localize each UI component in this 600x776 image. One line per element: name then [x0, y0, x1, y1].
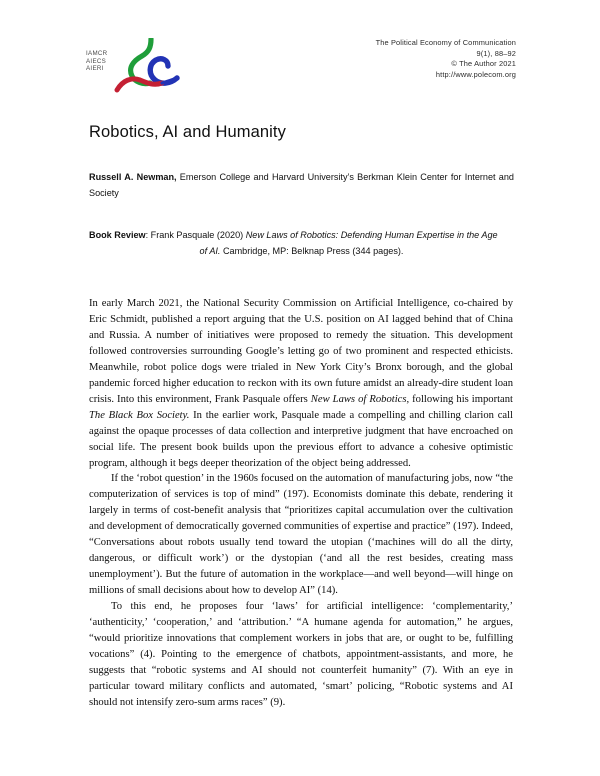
body-paragraph-1	[89, 296, 513, 471]
journal-issue: 9(1), 88–92	[476, 48, 516, 58]
book-title-new-laws: New Laws of Robotics,	[310, 393, 410, 405]
journal-copyright: © The Author 2021	[451, 59, 516, 69]
author-institution: Emerson College and Harvard University’s Berkman Klein Center for Internet and Society	[89, 172, 514, 198]
book-publisher-info: Cambridge, MP: Belknap Press (344 pages).	[220, 245, 404, 256]
journal-name: The Political Economy of Communication	[375, 38, 516, 47]
journal-info	[376, 38, 516, 80]
journal-logo	[84, 38, 199, 98]
book-review-author-year: : Frank Pasquale (2020)	[145, 230, 246, 240]
iamcr-swirl-icon	[114, 38, 180, 96]
body-paragraph-2: If the ‘robot question’ in the 1960s focused on the automation of manufacturing jobs, now “the computerization of services is top of mind” (197). Economists dominate this debate, rendering it largely in terms of cost-benefit analysis that “prioritizes capital accumulation over the cultivation and development of democratically governed communities of expertise and practice” (197). Indeed, “Conversations about robots usually tend toward the utopian (‘machines will do all the dirty, dangerous, or difficult work’) or the dystopian (‘and all the rest besides, creating mass unemployment’). But the future of automation in the workplace—and well beyond—will hinge on millions of small decisions about how to develop AI” (14).	[89, 473, 513, 597]
paragraph-1-segment-a: In early March 2021, the National Security Commission on Artificial Intelligence, co-chaired by Eric Schmidt, published a report arguing that the U.S. position on AI lagged behind that of China and Russia. A number of initiatives were proposed to remedy the situation. This development followed controversies surrounding Google’s letting go of two prominent and respected ethicists. Meanwhile, robot police dogs were trialed in New York City’s Bronx borough, and the global pandemic forced higher education to reckon with its own future amidst an already-dire student loan crisis. Into this environment, Frank Pasquale offers	[89, 298, 513, 405]
book-review-label: Book Review	[89, 230, 146, 240]
page-title: Robotics, AI and Humanity	[89, 123, 286, 142]
logo-acronym-line-1: IAMCR	[86, 50, 108, 57]
paragraph-1-segment-b: following his important	[409, 393, 513, 405]
logo-acronym-line-3: AIERI	[86, 65, 104, 73]
masthead	[84, 38, 516, 100]
book-review-citation	[89, 228, 514, 259]
author-affiliation	[89, 169, 514, 201]
logo-acronym-line-2: AIECS	[86, 57, 107, 65]
book-title-black-box: The Black Box Society.	[89, 409, 190, 421]
author-name: Russell A. Newman,	[89, 172, 177, 182]
journal-url[interactable]: http://www.polecom.org	[435, 69, 516, 79]
article-body	[89, 296, 513, 711]
body-paragraph-3: To this end, he proposes four ‘laws’ for artificial intelligence: ‘complementarity,’ ‘authenticity,’ ‘cooperation,’ and ‘attribution.’ “A humane agenda for automation,” he argues, “would prioritize innovations that complement workers in jobs that are, or ought to be, fulfilling vocations” (4). Pointing to the emergence of chatbots, appointment-assistants, and more, he suggests that “robotic systems and AI should not counterfeit humanity” (7). With an eye in particular toward military conflicts and automated, ‘smart’ policing, “Robotic systems and AI should not intensify zero-sum arms races” (9).	[89, 601, 513, 708]
book-title-part-1: New Laws of Robotics: Defending Human Expertise in the Age	[245, 230, 498, 240]
paragraph-1-segment-c: In the earlier work, Pasquale made a compelling and chilling clarion call against the opaque processes of data collection and interpretive judgment that have encroached on social life. The present book builds upon the previous effort to advance a cohesive optimistic program, although it begs deeper theorization of the object being addressed.	[89, 409, 513, 469]
logo-acronym-text	[86, 50, 107, 73]
book-title-part-2: of AI.	[199, 245, 221, 256]
